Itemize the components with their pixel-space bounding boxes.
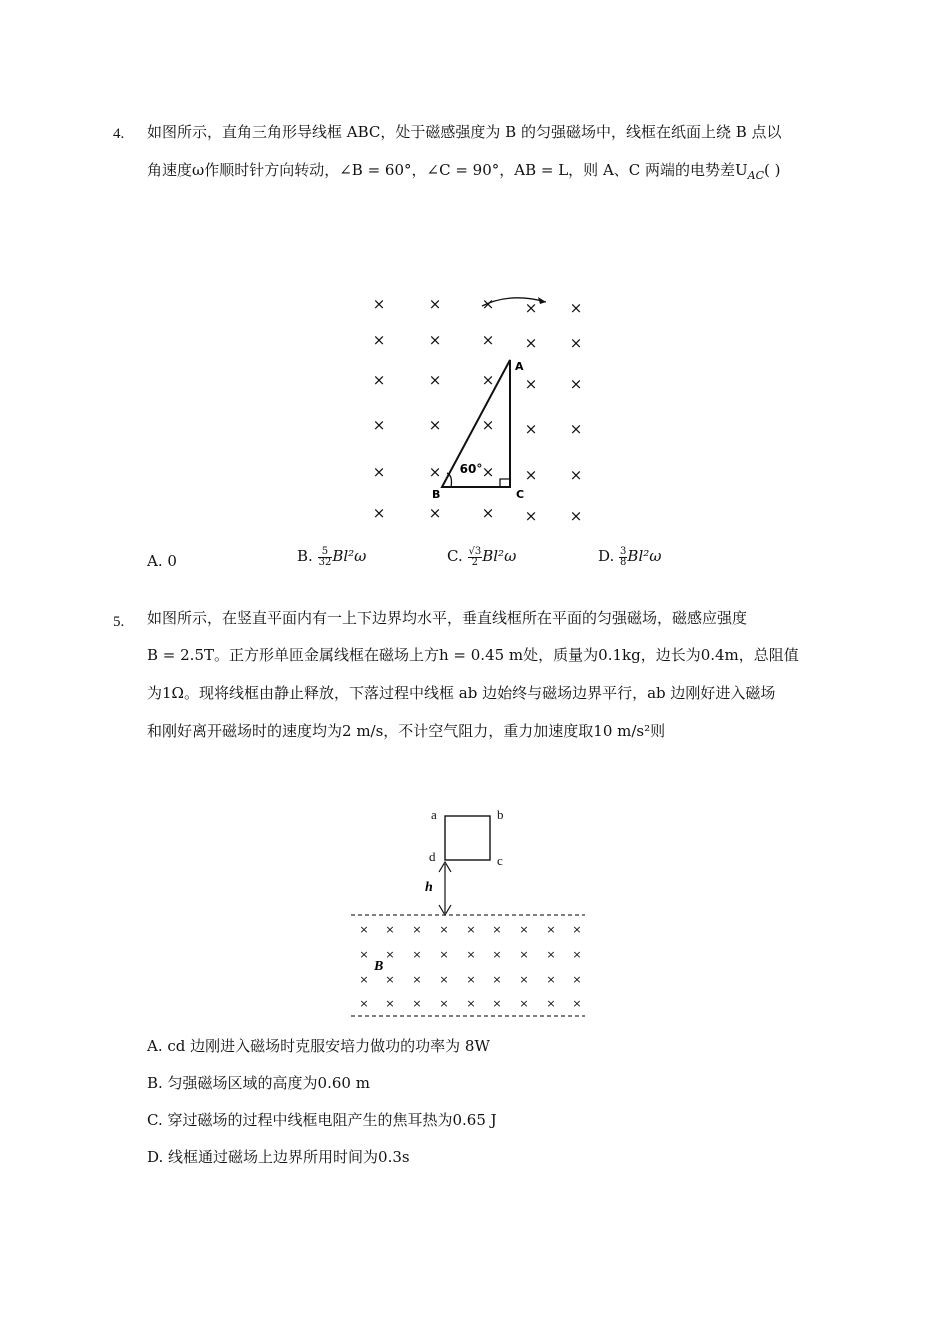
question-4-line-2-text: 角速度ω作顺时针方向转动，∠B = 60°，∠C = 90°，AB = L，则 A、C 两端的电势差U — [147, 161, 748, 179]
field-cross: × — [546, 948, 556, 961]
question-4-answer-blank: ( ) — [764, 161, 781, 179]
question-5-number: 5. — [113, 614, 125, 630]
field-cross: × — [569, 466, 583, 484]
field-cross: × — [428, 371, 442, 389]
q4-option-d-fraction: $\frac{3}{8}$ — [620, 545, 627, 568]
field-cross: × — [524, 420, 538, 438]
field-cross: × — [519, 997, 529, 1010]
field-cross: × — [359, 948, 369, 961]
q4-option-b[interactable] — [297, 546, 366, 568]
field-cross: × — [372, 295, 386, 313]
field-cross: × — [372, 504, 386, 522]
field-cross: × — [492, 973, 502, 986]
field-cross: × — [492, 923, 502, 936]
question-4-subscript: AC — [747, 169, 765, 182]
field-cross: × — [359, 923, 369, 936]
question-5-line-1: 如图所示，在竖直平面内有一上下边界均水平，垂直线框所在平面的匀强磁场，磁感应强度 — [147, 609, 748, 627]
corner-label-d: d — [429, 849, 436, 864]
field-cross: × — [428, 463, 442, 481]
field-cross: × — [439, 973, 449, 986]
right-angle-mark — [500, 479, 510, 487]
q5-option-a[interactable]: A. cd 边刚进入磁场时克服安培力做功的功率为 8W — [147, 1037, 490, 1055]
field-cross: × — [428, 331, 442, 349]
field-cross: × — [572, 973, 582, 986]
field-cross: × — [546, 973, 556, 986]
q4-option-b-expr: Bl²ω — [332, 547, 367, 565]
q4-option-d-expr: Bl²ω — [627, 547, 662, 565]
q4-option-a-value: 0 — [167, 552, 177, 570]
question-4-figure — [360, 290, 600, 525]
field-cross: × — [524, 375, 538, 393]
field-cross: × — [546, 997, 556, 1010]
field-cross: × — [439, 923, 449, 936]
q4-option-c-fraction: $\frac{√3}{2}$ — [468, 545, 482, 568]
height-label: h — [425, 880, 433, 895]
q4-option-a[interactable] — [147, 551, 177, 571]
field-cross: × — [372, 331, 386, 349]
corner-label-b: b — [497, 807, 504, 822]
field-cross: × — [492, 997, 502, 1010]
field-cross: × — [466, 997, 476, 1010]
q5-option-d[interactable]: D. 线框通过磁场上边界所用时间为0.3s — [147, 1148, 410, 1166]
field-cross: × — [569, 507, 583, 525]
vertex-label-b: B — [432, 488, 441, 501]
field-cross: × — [524, 299, 538, 317]
q5-option-b[interactable]: B. 匀强磁场区域的高度为0.60 m — [147, 1074, 370, 1092]
q4-option-d[interactable] — [598, 546, 662, 568]
q4-option-c-expr: Bl²ω — [482, 547, 517, 565]
field-cross: × — [519, 973, 529, 986]
field-cross: × — [569, 334, 583, 352]
field-cross: × — [572, 923, 582, 936]
question-5-line-4: 和刚好离开磁场时的速度均为2 m/s，不计空气阻力，重力加速度取10 m/s²则 — [147, 722, 666, 740]
field-cross: × — [481, 331, 495, 349]
field-cross: × — [412, 948, 422, 961]
question-5-figure — [345, 800, 595, 1022]
q4-option-c[interactable] — [447, 546, 516, 568]
angle-label: 60° — [459, 462, 483, 476]
q4-option-b-fraction: $\frac{5}{32}$ — [318, 545, 332, 568]
field-cross: × — [546, 923, 556, 936]
q4-option-a-label: A. — [147, 552, 163, 570]
field-cross: × — [524, 466, 538, 484]
field-cross: × — [372, 463, 386, 481]
field-cross: × — [385, 997, 395, 1010]
field-cross: × — [428, 416, 442, 434]
question-4-line-1: 如图所示，直角三角形导线框 ABC，处于磁感强度为 B 的匀强磁场中，线框在纸面上绕 B 点以 — [147, 123, 782, 141]
field-label-b: B — [374, 959, 384, 974]
field-cross: × — [428, 295, 442, 313]
field-cross: × — [524, 507, 538, 525]
field-cross: × — [572, 948, 582, 961]
field-cross: × — [466, 923, 476, 936]
field-cross: × — [569, 420, 583, 438]
square-loop — [445, 816, 490, 860]
field-cross: × — [466, 948, 476, 961]
field-cross: × — [481, 371, 495, 389]
field-cross: × — [466, 973, 476, 986]
field-cross: × — [359, 973, 369, 986]
field-cross: × — [359, 997, 369, 1010]
corner-label-c: c — [497, 853, 503, 868]
field-cross: × — [492, 948, 502, 961]
question-4-number: 4. — [113, 126, 125, 142]
field-cross: × — [519, 948, 529, 961]
field-cross: × — [569, 299, 583, 317]
q4-option-c-label: C. — [447, 547, 463, 565]
field-cross: × — [524, 334, 538, 352]
field-cross: × — [481, 295, 495, 313]
field-cross: × — [481, 416, 495, 434]
corner-label-a: a — [431, 807, 437, 822]
field-cross: × — [439, 997, 449, 1010]
field-cross: × — [412, 973, 422, 986]
field-cross: × — [372, 416, 386, 434]
q4-option-b-label: B. — [297, 547, 313, 565]
field-cross: × — [439, 948, 449, 961]
field-cross: × — [385, 923, 395, 936]
question-5-line-3: 为1Ω。现将线框由静止释放，下落过程中线框 ab 边始终与磁场边界平行，ab 边刚好进入磁场 — [147, 684, 776, 702]
field-cross: × — [569, 375, 583, 393]
vertex-label-a: A — [515, 360, 524, 373]
field-cross: × — [385, 948, 395, 961]
field-cross: × — [481, 504, 495, 522]
field-cross: × — [385, 973, 395, 986]
vertex-label-c: C — [516, 488, 525, 501]
field-cross: × — [412, 997, 422, 1010]
field-cross: × — [519, 923, 529, 936]
q5-option-c[interactable]: C. 穿过磁场的过程中线框电阻产生的焦耳热为0.65 J — [147, 1111, 497, 1129]
q4-option-d-label: D. — [598, 547, 615, 565]
field-cross: × — [481, 463, 495, 481]
rotation-arrow-head — [538, 297, 546, 304]
field-cross: × — [428, 504, 442, 522]
field-cross: × — [372, 371, 386, 389]
field-cross: × — [412, 923, 422, 936]
question-4-line-2 — [147, 160, 781, 186]
question-5-line-2: B = 2.5T。正方形单匝金属线框在磁场上方h = 0.45 m处，质量为0.1kg，边长为0.4m，总阻值 — [147, 646, 799, 664]
field-cross: × — [572, 997, 582, 1010]
